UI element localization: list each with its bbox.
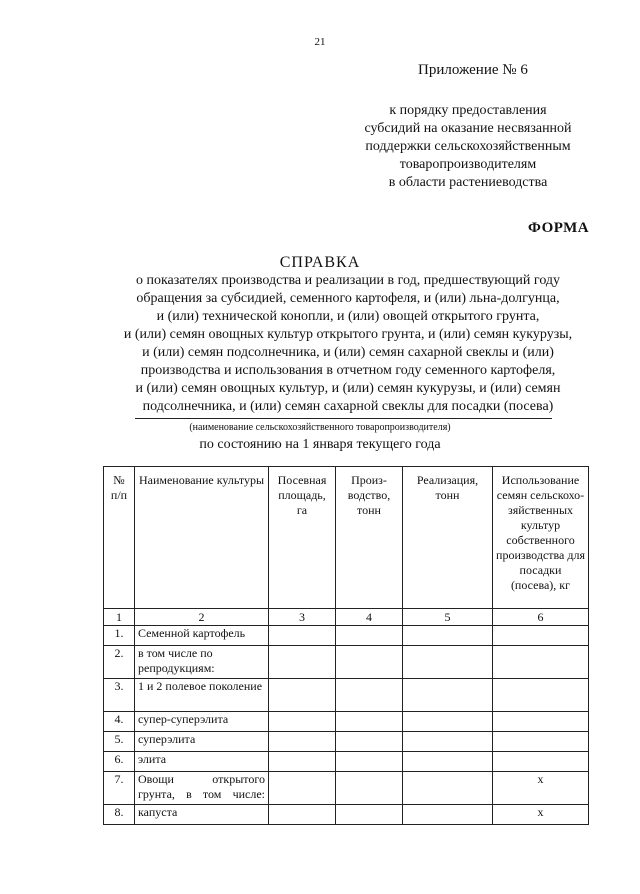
row-number: 1.	[104, 626, 135, 646]
area-cell[interactable]	[269, 679, 336, 712]
sales-cell[interactable]	[403, 772, 493, 805]
crop-name: элита	[135, 752, 269, 772]
table-row	[104, 626, 589, 646]
subtitle-line: обращения за субсидией, семенного картофеля, и (или) льна-долгунца,	[136, 291, 560, 306]
sales-cell[interactable]	[403, 752, 493, 772]
production-cell[interactable]	[336, 626, 403, 646]
table-row	[104, 646, 589, 679]
production-cell[interactable]	[336, 679, 403, 712]
production-cell[interactable]	[336, 646, 403, 679]
table-row	[104, 679, 589, 712]
production-cell[interactable]	[336, 752, 403, 772]
sales-cell[interactable]	[403, 732, 493, 752]
column-number: 1	[104, 609, 135, 626]
as-of-date-line: по состоянию на 1 января текущего года	[199, 437, 441, 452]
area-cell[interactable]	[269, 752, 336, 772]
row-number: 3.	[104, 679, 135, 712]
seed-use-cell[interactable]: х	[493, 772, 589, 805]
row-number: 5.	[104, 732, 135, 752]
seed-use-cell[interactable]	[493, 679, 589, 712]
seed-use-cell[interactable]	[493, 712, 589, 732]
appendix-basis-line: к порядку предоставления	[389, 103, 547, 118]
subtitle-line: подсолнечника, и (или) семян сахарной свеклы для посадки (посева)	[142, 399, 554, 414]
sales-cell[interactable]	[403, 679, 493, 712]
seed-use-cell[interactable]	[493, 626, 589, 646]
crop-name: Семенной картофель	[135, 626, 269, 646]
row-number: 6.	[104, 752, 135, 772]
column-number: 6	[493, 609, 589, 626]
crop-name: капуста	[135, 805, 269, 825]
header-cell: Использование семян сельскохо-зяйственных культур собственного производства для посадки (посева), кг	[493, 467, 589, 609]
crop-name: Овощи открытого грунта, в том числе:	[135, 772, 269, 805]
column-number-row	[104, 609, 589, 626]
sales-cell[interactable]	[403, 626, 493, 646]
sales-cell[interactable]	[403, 805, 493, 825]
area-cell[interactable]	[269, 712, 336, 732]
area-cell[interactable]	[269, 772, 336, 805]
header-cell: Наименование культуры	[135, 467, 269, 609]
production-table	[103, 466, 589, 825]
sales-cell[interactable]	[403, 646, 493, 679]
table-row	[104, 712, 589, 732]
header-cell: Посевная площадь, га	[269, 467, 336, 609]
table-row	[104, 805, 589, 825]
sales-cell[interactable]	[403, 712, 493, 732]
appendix-title: Приложение № 6	[418, 62, 528, 78]
production-cell[interactable]	[336, 805, 403, 825]
form-label: ФОРМА	[528, 220, 590, 236]
header-cell: № п/п	[104, 467, 135, 609]
column-number: 3	[269, 609, 336, 626]
seed-use-cell[interactable]	[493, 732, 589, 752]
table-row	[104, 752, 589, 772]
table-row	[104, 732, 589, 752]
name-fill-line	[135, 418, 552, 419]
area-cell[interactable]	[269, 805, 336, 825]
row-number: 4.	[104, 712, 135, 732]
subtitle-line: о показателях производства и реализации в год, предшествующий году	[135, 273, 561, 288]
appendix-basis-line: субсидий на оказание несвязанной	[364, 121, 572, 136]
seed-use-cell[interactable]: х	[493, 805, 589, 825]
header-cell: Реализация, тонн	[403, 467, 493, 609]
crop-name: супер-суперэлита	[135, 712, 269, 732]
appendix-basis-line: товаропроизводителям	[399, 157, 537, 172]
appendix-basis	[350, 102, 586, 192]
name-caption: (наименование сельскохозяйственного товаропроизводителя)	[189, 422, 451, 433]
subtitle-line: и (или) семян подсолнечника, и (или) семян сахарной свеклы и (или)	[142, 345, 554, 360]
subtitle-line: и (или) технической конопли, и (или) овощей открытого грунта,	[156, 309, 540, 324]
column-number: 2	[135, 609, 269, 626]
crop-name: в том числе по репродукциям:	[135, 646, 269, 679]
area-cell[interactable]	[269, 626, 336, 646]
crop-name: 1 и 2 полевое поколение	[135, 679, 269, 712]
production-cell[interactable]	[336, 712, 403, 732]
subtitle-line: и (или) семян овощных культур, и (или) семян кукурузы, и (или) семян	[135, 381, 561, 396]
appendix-basis-line: поддержки сельскохозяйственным	[365, 139, 571, 154]
subtitle-line: производства и использования в отчетном году семенного картофеля,	[140, 363, 556, 378]
row-number: 7.	[104, 772, 135, 805]
document-subtitle	[92, 272, 604, 416]
production-cell[interactable]	[336, 732, 403, 752]
seed-use-cell[interactable]	[493, 646, 589, 679]
row-number: 8.	[104, 805, 135, 825]
column-number: 4	[336, 609, 403, 626]
table-header-row	[104, 467, 589, 609]
row-number: 2.	[104, 646, 135, 679]
production-cell[interactable]	[336, 772, 403, 805]
table-row	[104, 772, 589, 805]
seed-use-cell[interactable]	[493, 752, 589, 772]
appendix-basis-line: в области растениеводства	[388, 175, 548, 190]
header-cell: Произ-водство, тонн	[336, 467, 403, 609]
document-title: СПРАВКА	[279, 254, 361, 271]
subtitle-line: и (или) семян овощных культур открытого грунта, и (или) семян кукурузы,	[123, 327, 573, 342]
column-number: 5	[403, 609, 493, 626]
area-cell[interactable]	[269, 646, 336, 679]
page-number: 21	[314, 36, 326, 48]
crop-name: суперэлита	[135, 732, 269, 752]
area-cell[interactable]	[269, 732, 336, 752]
